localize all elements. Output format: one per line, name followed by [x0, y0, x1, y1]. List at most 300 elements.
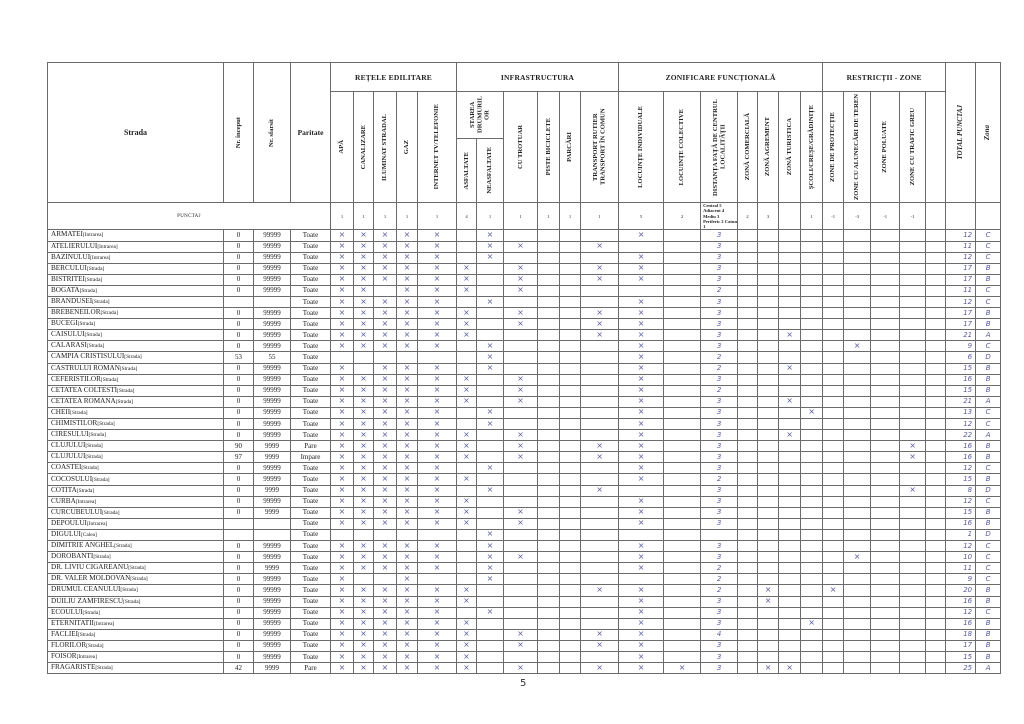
criteria-cell	[477, 663, 504, 674]
table-row	[48, 441, 1001, 452]
criteria-cell	[758, 541, 779, 552]
criteria-cell	[504, 319, 538, 330]
criteria-cell	[354, 596, 374, 607]
criteria-cell	[823, 441, 844, 452]
criteria-cell	[844, 496, 871, 507]
criteria-cell	[418, 529, 457, 540]
criteria-cell	[844, 252, 871, 263]
header-col-7: CU TROTUAR	[504, 92, 538, 203]
x-mark-icon: ×	[463, 618, 470, 628]
criteria-cell	[397, 419, 418, 430]
street-type: [Strada]	[70, 409, 88, 416]
nr-end: 99999	[254, 407, 291, 418]
x-mark-icon: ×	[596, 640, 603, 650]
criteria-cell	[844, 352, 871, 363]
nr-end: 9999	[254, 441, 291, 452]
criteria-cell	[779, 452, 801, 463]
criteria-cell	[397, 585, 418, 596]
x-mark-icon: ×	[637, 596, 645, 606]
x-mark-icon: ×	[360, 551, 367, 561]
street-name	[48, 419, 224, 430]
criteria-cell	[538, 563, 560, 574]
criteria-cell	[801, 407, 823, 418]
x-mark-icon: ×	[381, 640, 389, 650]
criteria-cell	[926, 618, 946, 629]
street-name-text: BISTRITEI	[51, 274, 85, 283]
x-mark-icon: ×	[403, 274, 411, 284]
nr-start: 53	[224, 352, 254, 363]
header-col-1: CANALIZARE	[354, 92, 374, 203]
x-mark-icon: ×	[486, 351, 494, 361]
criteria-cell	[560, 263, 581, 274]
x-mark-icon: ×	[338, 496, 346, 506]
x-mark-icon: ×	[381, 462, 389, 472]
x-mark-icon: ×	[360, 296, 367, 306]
criteria-cell	[823, 452, 844, 463]
street-type: [Strada]	[95, 665, 113, 672]
criteria-cell	[801, 330, 823, 341]
criteria-cell	[758, 507, 779, 518]
x-mark-icon: ×	[360, 429, 367, 439]
criteria-cell	[354, 518, 374, 529]
criteria-cell	[331, 474, 354, 485]
street-name	[48, 529, 224, 540]
x-mark-icon: ×	[338, 618, 346, 628]
criteria-cell	[477, 308, 504, 319]
criteria-cell	[801, 541, 823, 552]
street-name	[48, 663, 224, 674]
criteria-cell	[397, 296, 418, 307]
criteria-cell	[477, 396, 504, 407]
x-mark-icon: ×	[381, 451, 389, 461]
distance-score: 3	[701, 640, 738, 651]
x-mark-icon: ×	[403, 318, 411, 328]
criteria-cell	[738, 319, 758, 330]
criteria-cell	[354, 529, 374, 540]
criteria-cell	[664, 296, 701, 307]
zone-letter: B	[976, 441, 1001, 452]
criteria-cell	[926, 574, 946, 585]
criteria-cell	[354, 452, 374, 463]
paritate: Toate	[291, 529, 331, 540]
criteria-cell	[374, 441, 397, 452]
distance-score: 3	[701, 496, 738, 507]
x-mark-icon: ×	[463, 396, 470, 406]
criteria-cell	[871, 363, 900, 374]
criteria-cell	[900, 308, 926, 319]
distance-score	[701, 529, 738, 540]
criteria-cell	[664, 651, 701, 662]
nr-end: 99999	[254, 596, 291, 607]
criteria-cell	[779, 385, 801, 396]
criteria-cell	[374, 496, 397, 507]
criteria-cell	[374, 463, 397, 474]
criteria-cell	[758, 463, 779, 474]
criteria-cell	[560, 618, 581, 629]
criteria-cell	[504, 518, 538, 529]
criteria-cell	[779, 296, 801, 307]
table-row	[48, 607, 1001, 618]
criteria-cell	[457, 574, 477, 585]
criteria-cell	[619, 518, 664, 529]
nr-start: 0	[224, 430, 254, 441]
x-mark-icon: ×	[433, 485, 441, 495]
criteria-cell	[477, 463, 504, 474]
street-name-text: CAMPIA CRISTISULUI	[51, 352, 125, 361]
street-name-text: DRUMUL CEANULUI	[51, 585, 121, 594]
street-type: [Strada]	[115, 398, 134, 405]
criteria-cell	[538, 485, 560, 496]
x-mark-icon: ×	[808, 407, 815, 417]
street-name-text: COCOSULUI	[51, 474, 93, 483]
criteria-cell	[900, 330, 926, 341]
x-mark-icon: ×	[403, 607, 411, 617]
x-mark-icon: ×	[403, 429, 411, 439]
nr-end: 99999	[254, 230, 291, 241]
x-mark-icon: ×	[338, 640, 346, 650]
x-mark-icon: ×	[403, 241, 411, 251]
criteria-cell	[477, 363, 504, 374]
street-type: [Strada]	[79, 287, 97, 294]
criteria-cell	[900, 618, 926, 629]
criteria-cell	[354, 629, 374, 640]
criteria-cell	[619, 474, 664, 485]
distance-score: 3	[701, 296, 738, 307]
criteria-cell	[504, 629, 538, 640]
x-mark-icon: ×	[463, 474, 470, 484]
criteria-cell	[331, 541, 354, 552]
criteria-cell	[664, 341, 701, 352]
x-mark-icon: ×	[360, 329, 367, 339]
criteria-cell	[354, 640, 374, 651]
criteria-cell	[354, 263, 374, 274]
x-mark-icon: ×	[360, 540, 367, 550]
distance-score: 2	[701, 563, 738, 574]
zone-letter: A	[976, 663, 1001, 674]
criteria-cell	[538, 419, 560, 430]
street-type: [Intrarea]	[93, 620, 115, 627]
street-type: [Intrarea]	[86, 520, 108, 527]
criteria-cell	[823, 285, 844, 296]
criteria-cell	[538, 319, 560, 330]
criteria-cell	[397, 618, 418, 629]
x-mark-icon: ×	[338, 274, 346, 284]
street-name-text: CURCUBEULUI	[51, 507, 103, 516]
nr-end: 9999	[254, 452, 291, 463]
table-row	[48, 563, 1001, 574]
criteria-cell	[331, 651, 354, 662]
x-mark-icon: ×	[786, 329, 793, 339]
punctaj-value: 2	[664, 203, 701, 230]
criteria-cell	[538, 629, 560, 640]
x-mark-icon: ×	[403, 462, 411, 472]
criteria-cell	[900, 574, 926, 585]
criteria-cell	[801, 308, 823, 319]
zone-letter: A	[976, 396, 1001, 407]
criteria-cell	[900, 507, 926, 518]
total-score: 9	[946, 341, 976, 352]
street-scoring-table	[47, 62, 1001, 674]
zone-letter: C	[976, 285, 1001, 296]
nr-start: 0	[224, 607, 254, 618]
x-mark-icon: ×	[486, 407, 494, 417]
criteria-cell	[664, 552, 701, 563]
zone-letter: B	[976, 319, 1001, 330]
x-mark-icon: ×	[463, 318, 470, 328]
criteria-cell	[801, 296, 823, 307]
zone-letter: B	[976, 651, 1001, 662]
header-nr-sfarsit: Nr. sfarsit	[254, 63, 291, 203]
criteria-cell	[738, 541, 758, 552]
paritate: Toate	[291, 407, 331, 418]
x-mark-icon: ×	[433, 662, 441, 672]
criteria-cell	[619, 463, 664, 474]
criteria-cell	[477, 230, 504, 241]
criteria-cell	[844, 563, 871, 574]
x-mark-icon: ×	[403, 407, 411, 417]
x-mark-icon: ×	[360, 451, 367, 461]
nr-end: 99999	[254, 330, 291, 341]
punctaj-value: 1	[538, 203, 560, 230]
criteria-cell	[504, 441, 538, 452]
criteria-cell	[397, 629, 418, 640]
total-score: 12	[946, 463, 976, 474]
table-row	[48, 452, 1001, 463]
criteria-cell	[397, 396, 418, 407]
nr-end: 99999	[254, 541, 291, 552]
criteria-cell	[504, 274, 538, 285]
criteria-cell	[758, 529, 779, 540]
criteria-cell	[738, 518, 758, 529]
criteria-cell	[801, 263, 823, 274]
nr-start: 0	[224, 474, 254, 485]
nr-start: 0	[224, 563, 254, 574]
criteria-cell	[664, 374, 701, 385]
criteria-cell	[560, 419, 581, 430]
criteria-cell	[538, 585, 560, 596]
street-name-text: DEPOULUI	[51, 518, 87, 527]
criteria-cell	[664, 441, 701, 452]
street-type: [Strada]	[78, 631, 96, 638]
criteria-cell	[900, 374, 926, 385]
header-col-8: PISTE BICICLETE	[538, 92, 560, 203]
criteria-cell	[397, 341, 418, 352]
criteria-cell	[758, 430, 779, 441]
criteria-cell	[354, 430, 374, 441]
criteria-cell	[664, 452, 701, 463]
total-score: 17	[946, 263, 976, 274]
x-mark-icon: ×	[463, 329, 470, 339]
criteria-cell	[418, 330, 457, 341]
criteria-cell	[823, 574, 844, 585]
criteria-cell	[538, 607, 560, 618]
criteria-cell	[871, 407, 900, 418]
x-mark-icon: ×	[381, 307, 389, 317]
criteria-cell	[560, 330, 581, 341]
criteria-cell	[779, 563, 801, 574]
nr-start: 0	[224, 640, 254, 651]
criteria-cell	[801, 352, 823, 363]
criteria-cell	[844, 308, 871, 319]
criteria-cell	[844, 651, 871, 662]
criteria-cell	[504, 430, 538, 441]
criteria-cell	[354, 618, 374, 629]
criteria-cell	[504, 651, 538, 662]
criteria-cell	[581, 496, 619, 507]
x-mark-icon: ×	[360, 407, 367, 417]
criteria-cell	[871, 618, 900, 629]
x-mark-icon: ×	[338, 363, 346, 373]
criteria-cell	[619, 607, 664, 618]
criteria-cell	[418, 463, 457, 474]
x-mark-icon: ×	[486, 340, 494, 350]
criteria-cell	[504, 485, 538, 496]
x-mark-icon: ×	[517, 318, 524, 328]
x-mark-icon: ×	[463, 307, 470, 317]
street-name	[48, 285, 224, 296]
criteria-cell	[331, 363, 354, 374]
x-mark-icon: ×	[433, 252, 441, 262]
criteria-cell	[374, 374, 397, 385]
criteria-cell	[538, 496, 560, 507]
criteria-cell	[758, 330, 779, 341]
x-mark-icon: ×	[360, 485, 367, 495]
criteria-cell	[758, 241, 779, 252]
zone-letter: B	[976, 640, 1001, 651]
nr-end: 99999	[254, 363, 291, 374]
criteria-cell	[664, 474, 701, 485]
criteria-cell	[619, 640, 664, 651]
criteria-cell	[457, 552, 477, 563]
criteria-cell	[331, 296, 354, 307]
criteria-cell	[801, 341, 823, 352]
header-col-20: ZONE POLUATE	[871, 92, 900, 203]
zone-letter: B	[976, 585, 1001, 596]
criteria-cell	[331, 352, 354, 363]
criteria-cell	[504, 419, 538, 430]
criteria-cell	[581, 319, 619, 330]
distance-score: 3	[701, 485, 738, 496]
criteria-cell	[560, 430, 581, 441]
criteria-cell	[457, 496, 477, 507]
total-score: 12	[946, 230, 976, 241]
x-mark-icon: ×	[486, 485, 494, 495]
street-name-text: CAISULUI	[51, 330, 85, 339]
distance-score: 3	[701, 308, 738, 319]
x-mark-icon: ×	[360, 640, 367, 650]
street-name-text: CHIMISTILOR	[51, 419, 98, 428]
x-mark-icon: ×	[596, 263, 603, 273]
x-mark-icon: ×	[637, 274, 645, 284]
criteria-cell	[664, 563, 701, 574]
criteria-cell	[801, 618, 823, 629]
criteria-cell	[758, 285, 779, 296]
criteria-cell	[581, 452, 619, 463]
criteria-cell	[926, 485, 946, 496]
criteria-cell	[397, 430, 418, 441]
criteria-cell	[457, 385, 477, 396]
criteria-cell	[801, 396, 823, 407]
x-mark-icon: ×	[338, 596, 346, 606]
street-name-text: DIMITRIE ANGHEL	[51, 541, 115, 550]
street-name	[48, 596, 224, 607]
criteria-cell	[664, 463, 701, 474]
criteria-cell	[801, 529, 823, 540]
x-mark-icon: ×	[463, 496, 470, 506]
x-mark-icon: ×	[338, 562, 346, 572]
criteria-cell	[926, 585, 946, 596]
x-mark-icon: ×	[596, 584, 603, 594]
zone-letter: C	[976, 341, 1001, 352]
criteria-cell	[374, 618, 397, 629]
criteria-cell	[560, 319, 581, 330]
nr-end: 9999	[254, 663, 291, 674]
criteria-cell	[331, 518, 354, 529]
criteria-cell	[331, 241, 354, 252]
punctaj-value: 1	[374, 203, 397, 230]
criteria-cell	[823, 585, 844, 596]
table-row	[48, 396, 1001, 407]
header-col-15: ZONĂ AGREMENT	[758, 92, 779, 203]
criteria-cell	[331, 341, 354, 352]
punctaj-value: 1	[801, 203, 823, 230]
punctaj-value: -1	[823, 203, 844, 230]
criteria-cell	[926, 496, 946, 507]
street-name-text: CASTRULUI ROMAN	[51, 363, 120, 372]
criteria-cell	[418, 274, 457, 285]
criteria-cell	[823, 552, 844, 563]
criteria-cell	[397, 574, 418, 585]
criteria-cell	[758, 363, 779, 374]
criteria-cell	[926, 230, 946, 241]
distance-score: 3	[701, 241, 738, 252]
street-name	[48, 585, 224, 596]
paritate: Toate	[291, 596, 331, 607]
x-mark-icon: ×	[637, 629, 645, 639]
x-mark-icon: ×	[360, 374, 367, 384]
criteria-cell	[504, 640, 538, 651]
criteria-cell	[374, 485, 397, 496]
criteria-cell	[504, 285, 538, 296]
criteria-cell	[871, 441, 900, 452]
criteria-cell	[619, 363, 664, 374]
criteria-cell	[738, 352, 758, 363]
criteria-cell	[354, 341, 374, 352]
criteria-cell	[504, 407, 538, 418]
criteria-cell	[758, 352, 779, 363]
total-score: 11	[946, 563, 976, 574]
criteria-cell	[619, 263, 664, 274]
criteria-cell	[738, 507, 758, 518]
criteria-cell	[844, 585, 871, 596]
street-name	[48, 541, 224, 552]
total-score: 21	[946, 396, 976, 407]
criteria-cell	[664, 541, 701, 552]
criteria-cell	[397, 241, 418, 252]
distance-score: 3	[701, 330, 738, 341]
criteria-cell	[844, 396, 871, 407]
criteria-cell	[538, 529, 560, 540]
criteria-cell	[664, 330, 701, 341]
criteria-cell	[926, 529, 946, 540]
x-mark-icon: ×	[360, 629, 367, 639]
criteria-cell	[926, 552, 946, 563]
paritate: Toate	[291, 330, 331, 341]
x-mark-icon: ×	[517, 440, 524, 450]
criteria-cell	[844, 574, 871, 585]
x-mark-icon: ×	[433, 474, 441, 484]
criteria-cell	[457, 252, 477, 263]
